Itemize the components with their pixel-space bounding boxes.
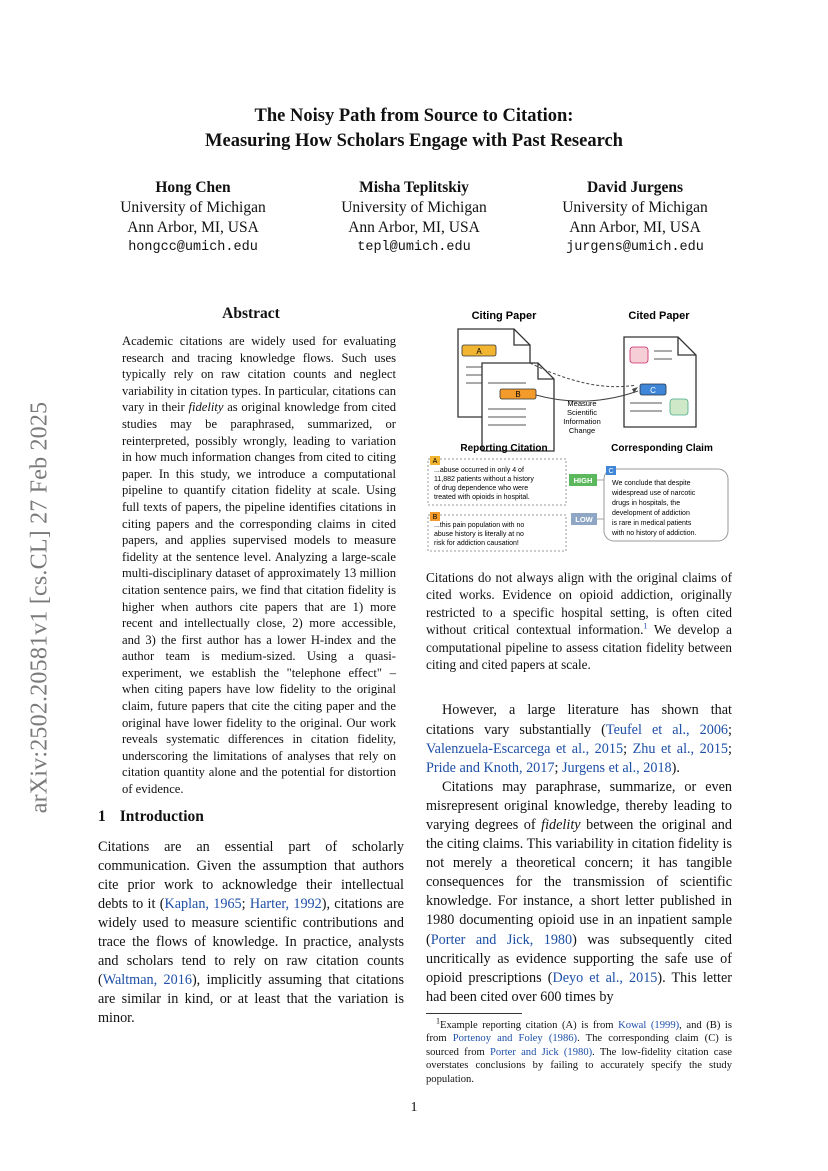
body-text: ) was subsequently cited uncritically as evidence supporting the safe use of opioid prescriptions ( xyxy=(426,931,732,986)
left-column xyxy=(98,305,404,1029)
intro-paragraph xyxy=(98,838,404,1029)
citation-link[interactable]: Deyo et al., 2015 xyxy=(552,969,658,986)
snippet-line: risk for addiction causation! xyxy=(434,540,519,547)
snippet-line: drugs in hospitals, the xyxy=(612,500,681,507)
body-text: ; xyxy=(728,740,732,757)
author-list xyxy=(98,178,730,258)
author-block xyxy=(540,178,730,258)
body-text: Citations may paraphrase, summarize, or even misrepresent original knowledge, thereby leading to varying degrees of xyxy=(426,778,732,833)
snippet-b xyxy=(428,512,566,551)
low-label: LOW xyxy=(575,515,593,524)
body-paragraph xyxy=(426,701,732,777)
footnote-divider xyxy=(426,1013,522,1014)
figure-diagram xyxy=(426,305,732,557)
citation-link[interactable]: Porter and Jick (1980) xyxy=(489,1046,593,1058)
body-text: ). This letter had been cited over 600 times by xyxy=(426,969,732,1005)
title-line-2: Measuring How Scholars Engage with Past Research xyxy=(205,131,623,151)
abstract-text: as original knowledge from cited studies may be paraphrased, summarized, or reinterpreted, possibly wrongly, leading to variation in how much information changes from cited to citing paper. In this study, we introduce a computational pipeline to quantify citation fidelity at scale. Using full texts of papers, the pipeline identifies citations in citing papers and the corresponding claims in cited papers, and applies supervised models to measure fidelity at the sentence level. Analyzing a large-scale multi-disciplinary dataset of approximately 13 million citation sentence pairs, we find that citation fidelity is higher when authors cite papers that are 1) more recent and intellectually close, 2) more accessible, and 3) the first author has a lower H-index and the author team is medium-sized. Using a quasi-experiment, we establish the "telephone effect" – when citing papers have low fidelity to the original claim, future papers that cite the citing paper and the original have lower fidelity to the original. Our work reveals systematic differences in citation fidelity, underscoring the limitations of analyses that rely on citation quantity alone and the potential for distortion of evidence. xyxy=(122,400,396,797)
snippet-a xyxy=(428,456,566,505)
citation-link[interactable]: Kaplan, 1965 xyxy=(164,895,242,912)
author-affiliation: University of Michigan xyxy=(562,199,708,216)
citation-link[interactable]: Porter and Jick, 1980 xyxy=(430,931,573,948)
footnote xyxy=(426,1016,732,1086)
page-number: 1 xyxy=(410,1100,418,1115)
author-block xyxy=(319,178,509,258)
snippet-line: widespread use of narcotic xyxy=(612,490,696,497)
author-email[interactable]: hongcc@umich.edu xyxy=(128,240,258,255)
connector-icon xyxy=(597,480,604,497)
section-number: 1 xyxy=(98,807,106,825)
measure-label: Scientific xyxy=(566,408,598,417)
arxiv-identifier xyxy=(18,365,62,850)
citation-link[interactable]: Kowal (1999) xyxy=(618,1019,680,1031)
footnote-text: Example reporting citation (A) is from xyxy=(440,1019,619,1031)
snippet-c xyxy=(604,466,728,541)
citing-paper-label: Citing Paper xyxy=(471,310,537,322)
author-email[interactable]: tepl@umich.edu xyxy=(357,240,471,255)
caption-text: We develop a computational pipeline to assess citation fidelity between citing and cited papers at scale. xyxy=(426,622,732,673)
author-affiliation: University of Michigan xyxy=(341,199,487,216)
body-text: ; xyxy=(623,740,633,757)
paper-title xyxy=(98,104,730,154)
footnote-number: 1 xyxy=(436,1016,440,1026)
section-title: Introduction xyxy=(119,807,204,825)
citation-link[interactable]: Portenoy and Foley (1986) xyxy=(452,1033,578,1045)
snippet-line: We conclude that despite xyxy=(612,480,691,487)
citation-link[interactable]: Teufel et al., 2006 xyxy=(605,721,729,738)
author-name: Hong Chen xyxy=(155,179,231,196)
label-c: C xyxy=(608,468,614,475)
body-text: between the original and the citing claims. This variability in citation fidelity is not merely a theoretical concern; it has tangible consequences for the transmission of scientific knowledge. For instance, a short letter published in 1980 documenting opioid use in an inpatient sample ( xyxy=(426,817,732,948)
snippet-line: of drug dependence who were xyxy=(434,485,529,492)
cited-document-icon xyxy=(624,337,696,427)
footnote-marker[interactable]: 1 xyxy=(643,621,648,631)
author-name: Misha Teplitskiy xyxy=(359,179,469,196)
high-label: HIGH xyxy=(573,476,593,485)
body-text: However, a large literature has shown that citations vary substantially ( xyxy=(426,702,732,738)
label-c: C xyxy=(650,386,656,395)
citing-document-icon xyxy=(482,363,554,451)
body-text: ; xyxy=(554,759,562,776)
emphasis-text: fidelity xyxy=(541,817,581,833)
snippet-line: treated with opioids in hospital. xyxy=(434,494,530,501)
measure-label: Measure xyxy=(567,399,597,408)
arxiv-id-text: arXiv:2502.20581v1 [cs.CL] 27 Feb 2025 xyxy=(26,401,53,814)
section-heading xyxy=(98,808,404,826)
author-block xyxy=(98,178,288,258)
measure-label: Information xyxy=(563,417,601,426)
author-name: David Jurgens xyxy=(586,179,684,196)
snippet-line: abuse history is literally at no xyxy=(434,531,524,538)
author-location: Ann Arbor, MI, USA xyxy=(348,219,480,236)
figure-caption xyxy=(426,569,732,673)
citation-link[interactable]: Harter, 1992 xyxy=(249,895,322,912)
snippet-line: with no history of addiction. xyxy=(612,530,697,537)
footnote-text: , and (B) is from xyxy=(426,1019,732,1045)
label-b: B xyxy=(515,390,521,399)
body-text: ), citations are widely used to measure scientific contributions and trace the flows of knowledge. In practice, analysts and scholars tend to rely on raw citation counts ( xyxy=(98,895,404,989)
body-text: Citations are an essential part of scholarly communication. Given the assumption that authors cite prior work to acknowledge their intellectual debts to it ( xyxy=(98,838,404,912)
body-paragraph xyxy=(426,778,732,1007)
label-a: A xyxy=(432,458,438,465)
right-column xyxy=(426,305,732,1086)
author-email[interactable]: jurgens@umich.edu xyxy=(566,240,704,255)
measure-label: Change xyxy=(568,426,596,435)
footnote-text: . The low-fidelity citation case overstates conclusions by failing to accurately specify the study population. xyxy=(426,1046,732,1085)
snippet-line: 11,882 patients without a history xyxy=(434,476,534,483)
author-affiliation: University of Michigan xyxy=(120,199,266,216)
abstract-emphasis: fidelity xyxy=(188,400,224,415)
cited-paper-label: Cited Paper xyxy=(628,310,690,322)
citation-link[interactable]: Zhu et al., 2015 xyxy=(632,740,729,757)
label-a: A xyxy=(476,347,482,356)
caption-text: Citations do not always align with the original claims of cited works. Evidence on opioid addiction, originally restricted to a specific hospital setting, is often cited without critical contextual information. xyxy=(426,570,732,638)
body-text: ; xyxy=(728,721,732,738)
body-text: ; xyxy=(241,895,250,912)
title-line-1: The Noisy Path from Source to Citation: xyxy=(254,106,574,126)
figure-1 xyxy=(426,305,732,557)
abstract-heading: Abstract xyxy=(222,305,280,322)
snippet-line: development of addiction xyxy=(612,510,690,517)
author-location: Ann Arbor, MI, USA xyxy=(569,219,701,236)
body-text: ). xyxy=(671,759,680,776)
connector-icon xyxy=(597,505,604,519)
body-text: ), implicitly assuming that citations are similar in kind, or at least that the variation is minor. xyxy=(98,972,404,1027)
snippet-line: ...abuse occurred in only 4 of xyxy=(434,467,524,474)
corresponding-claim-label: Corresponding Claim xyxy=(611,443,713,454)
label-b: B xyxy=(432,514,438,521)
snippet-line: is rare in medical patients xyxy=(612,520,692,527)
citation-link[interactable]: Pride and Knoth, 2017 xyxy=(426,759,555,776)
snippet-line: ...this pain population with no xyxy=(434,522,525,529)
citation-link[interactable]: Waltman, 2016 xyxy=(102,972,192,989)
citation-link[interactable]: Valenzuela-Escarcega et al., 2015 xyxy=(426,740,624,757)
citation-link[interactable]: Jurgens et al., 2018 xyxy=(561,759,672,776)
abstract-text: Academic citations are widely used for evaluating research and tracing knowledge flows. Such uses typically rely on raw citation counts and neglect variability in citation types. In particular, citations can vary in their xyxy=(122,334,396,415)
author-location: Ann Arbor, MI, USA xyxy=(127,219,259,236)
abstract-body xyxy=(122,333,396,798)
footnote-text: . The corresponding claim (C) is sourced from xyxy=(426,1033,732,1058)
reporting-citation-label: Reporting Citation xyxy=(460,443,548,454)
